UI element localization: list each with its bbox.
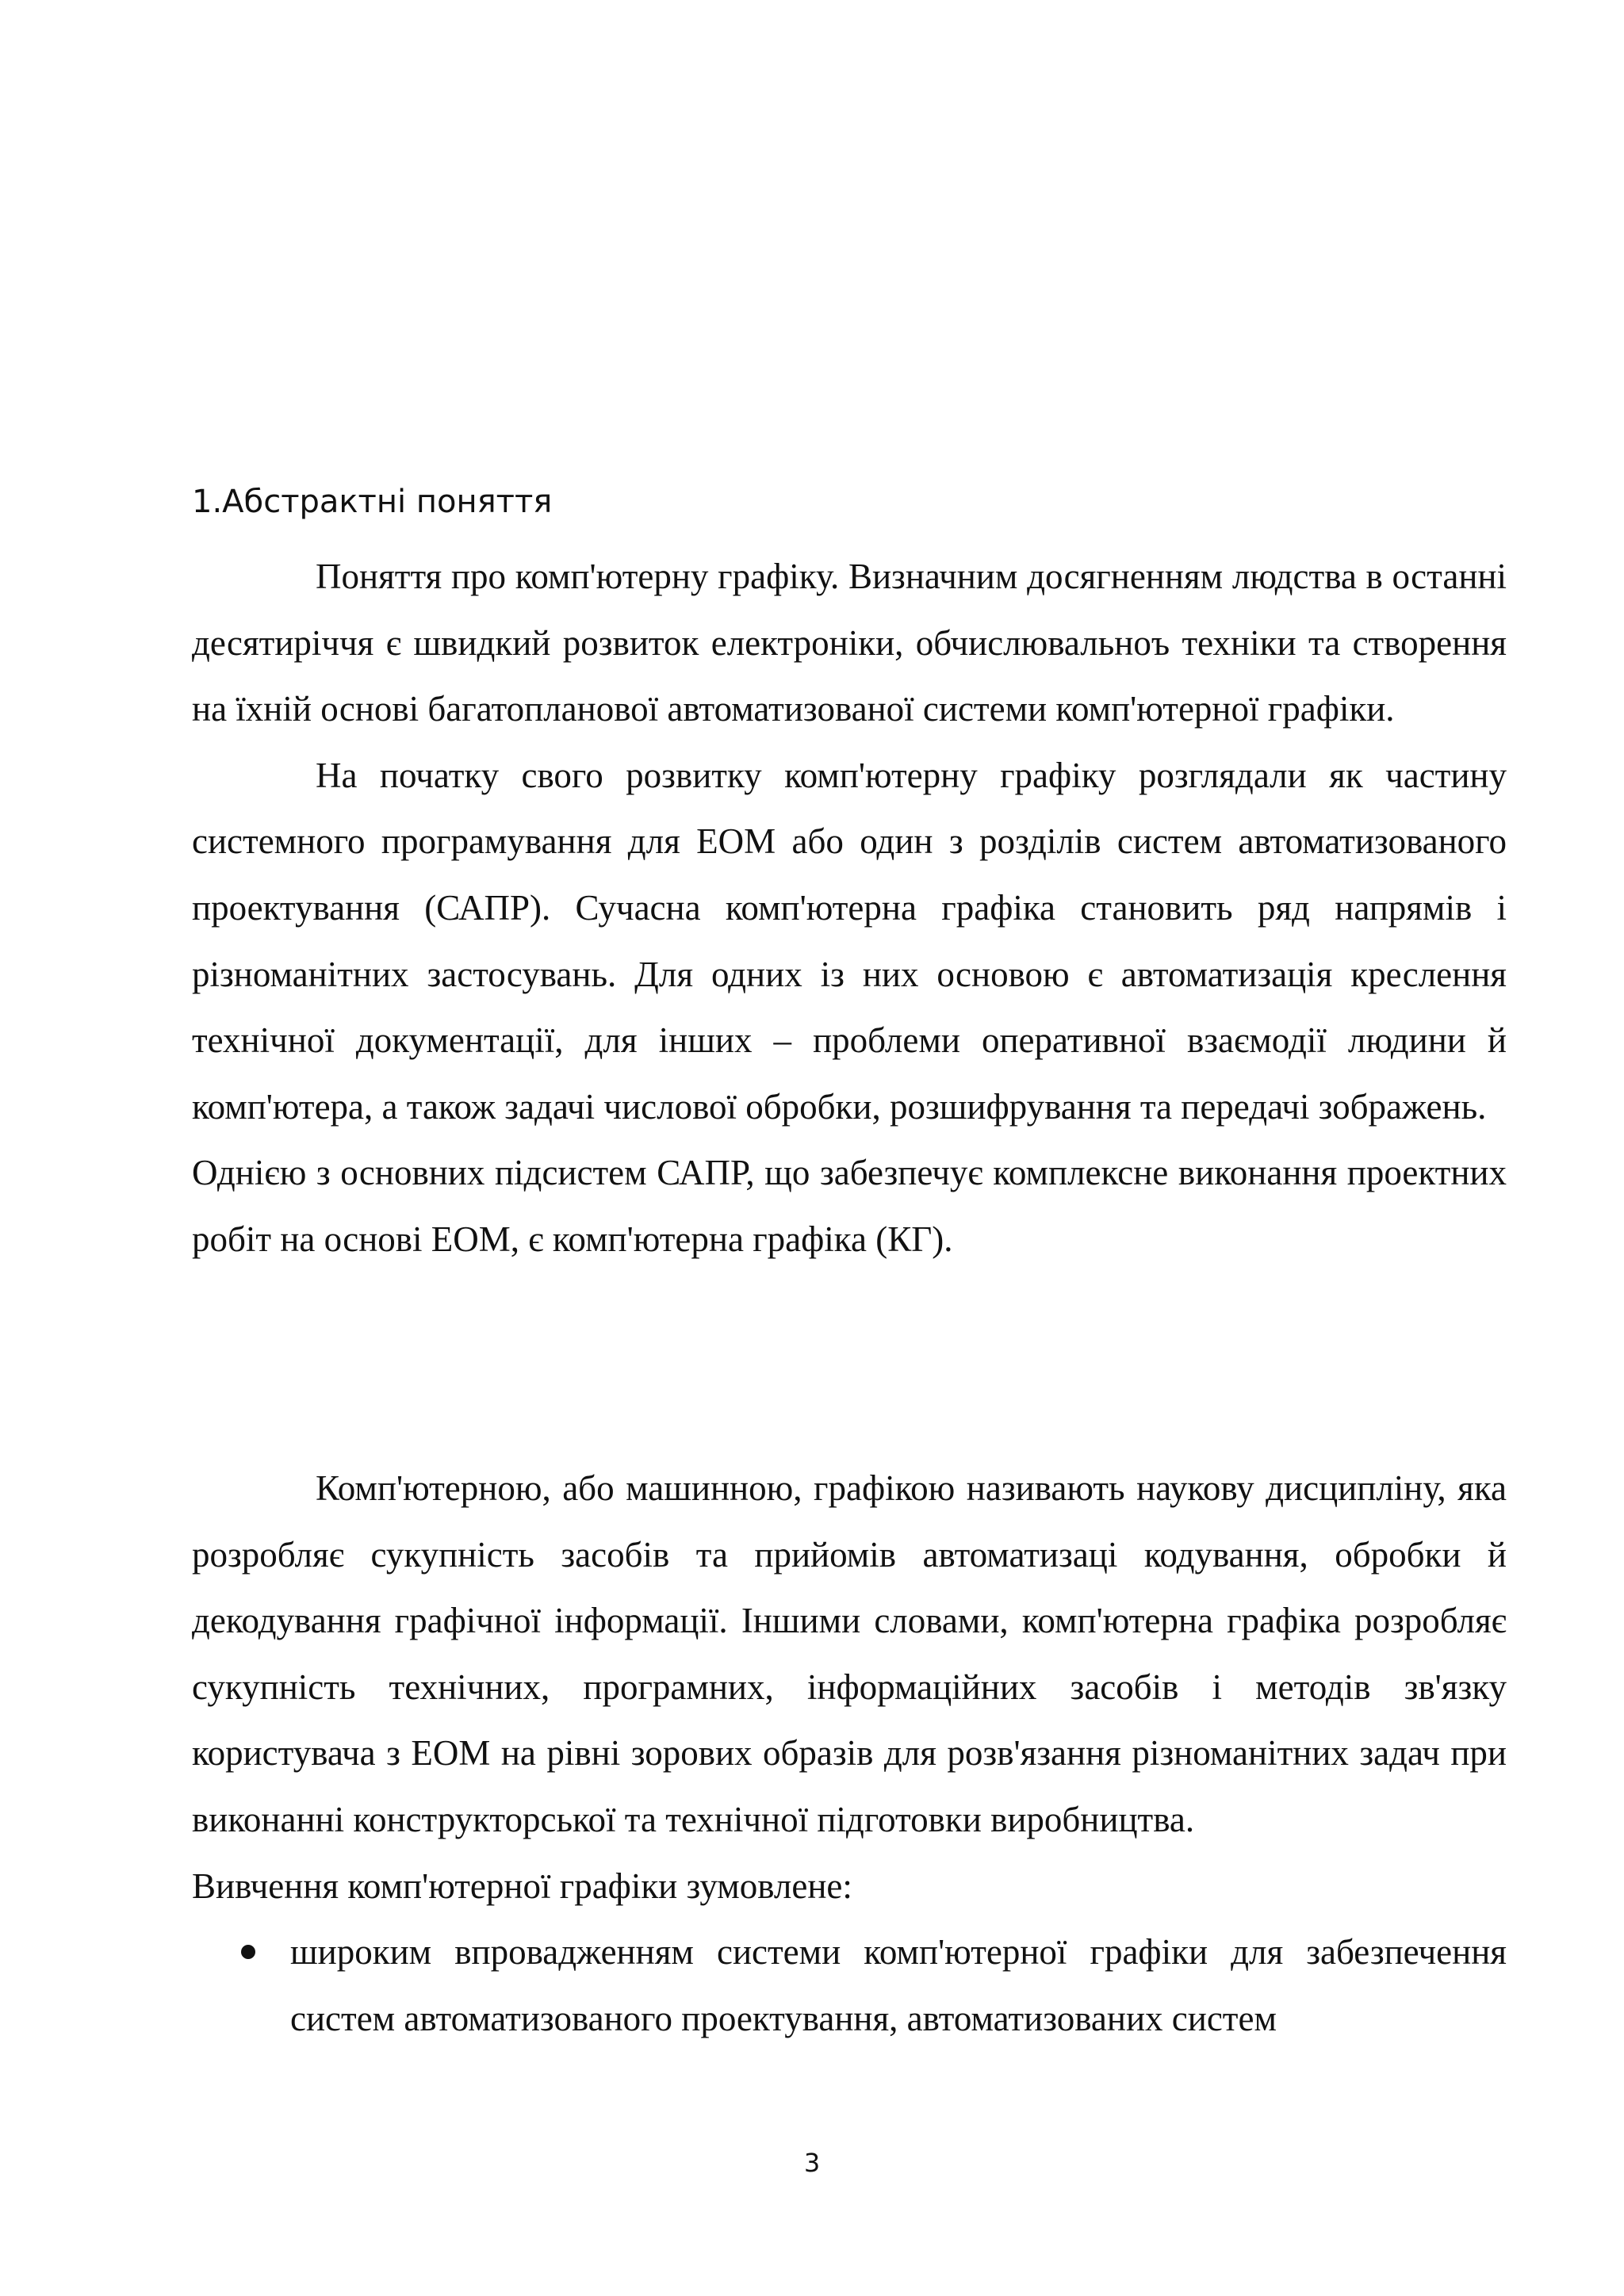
page-number: 3 bbox=[803, 2148, 821, 2178]
paragraph: Однією з основних підсистем САПР, що забезпечує комплексне виконання проектних робіт на основі ЕОМ, є комп'ютерна графіка (КГ). bbox=[192, 1153, 1507, 1259]
paragraph: Поняття про комп'ютерну графіку. Визначним досягненням людства в останні десятиріччя є швидкий розвиток електроніки, обчислювальноъ техніки та створення на їхній основі багатопланової автоматизованої системи комп'ютерної графіки. bbox=[192, 557, 1507, 729]
text-block-bottom bbox=[192, 1456, 1507, 2052]
section-heading: 1.Абстрактні поняття bbox=[192, 484, 553, 520]
paragraph: Вивчення комп'ютерної графіки зумовлене: bbox=[192, 1866, 852, 1906]
paragraph: Комп'ютерною, або машинною, графікою називають наукову дисципліну, яка розробляє сукупність засобів та прийомів автоматизаці кодування, обробки й декодування графічної інформації. Іншими словами, комп'ютерна графіка розробляє сукупність технічних, програмних, інформаційних засобів і методів зв'язку користувача з ЕОМ на рівні зорових образів для розв'язання різноманітних задач при виконанні конструкторської та технічної підготовки виробництва. bbox=[192, 1468, 1507, 1839]
bullet-icon bbox=[241, 1945, 255, 1959]
list-item bbox=[192, 1919, 1507, 2052]
paragraph: На початку свого розвитку комп'ютерну графіку розглядали як частину системного програмування для ЕОМ або один з розділів систем автоматизованого проектування (САПР). Сучасна комп'ютерна графіка становить ряд напрямів і різноманітних застосувань. Для одних із них основою є автоматизація креслення технічної документації, для інших – проблеми оперативної взаємодії людини й комп'ютера, а також задачі числової обробки, розшифрування та передачі зображень. bbox=[192, 755, 1507, 1127]
bullet-list bbox=[192, 1919, 1507, 2052]
text-block-top bbox=[192, 544, 1507, 1273]
list-item-text: широким впровадженням системи комп'ютерної графіки для забезпечення систем автоматизованого проектування, автоматизованих систем bbox=[290, 1932, 1507, 2038]
